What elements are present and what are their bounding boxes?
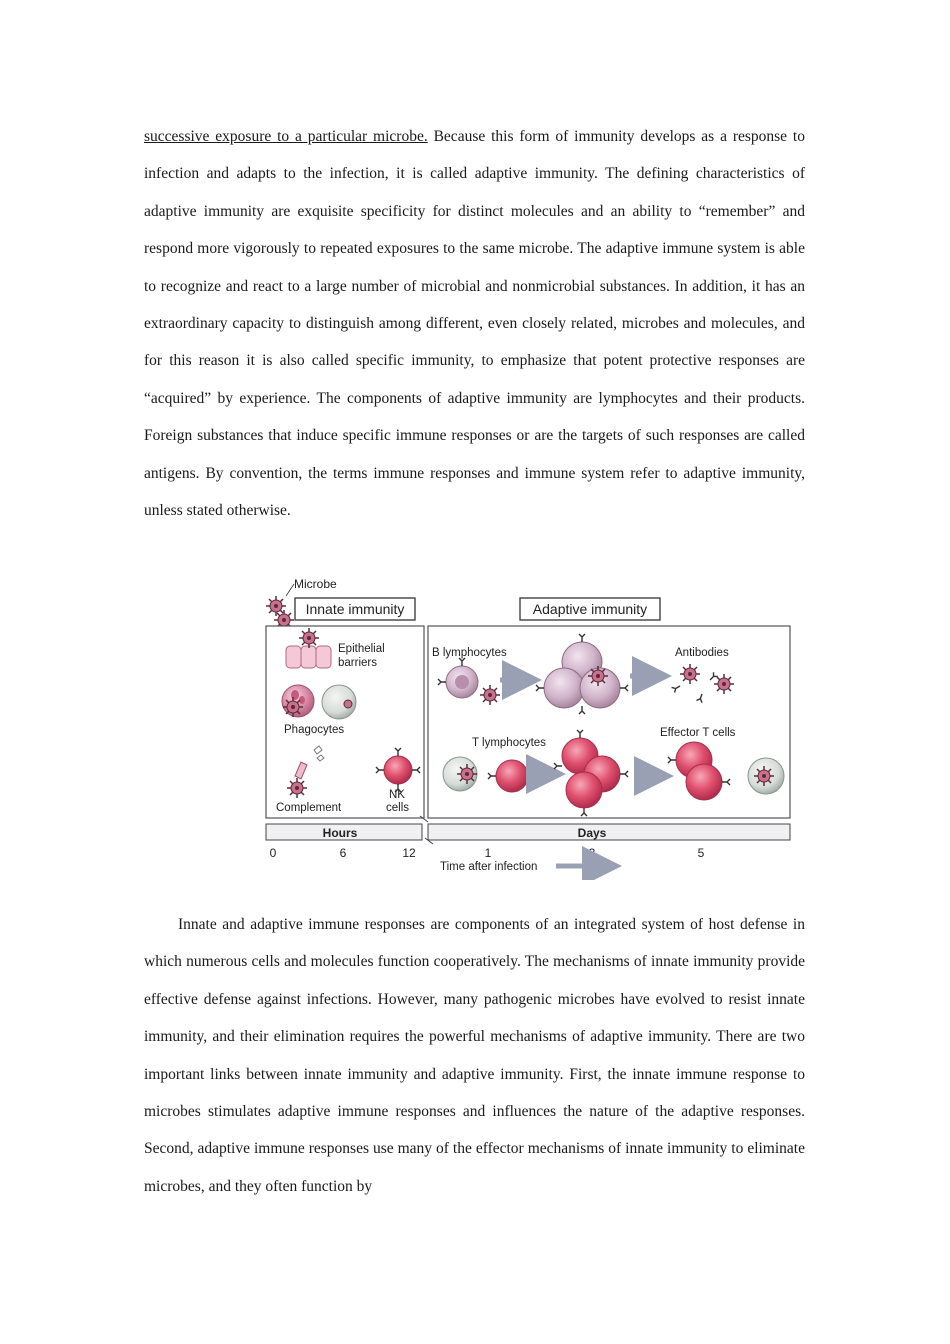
tick-1: 1 [484,846,492,860]
immunity-figure [262,576,796,880]
days-label: Days [577,826,607,840]
immunity-diagram [262,576,796,880]
t-lymphocytes-label: T lymphocytes [472,737,546,749]
phagocytes-label: Phagocytes [284,724,345,736]
days-bar [428,824,790,840]
tick-3: 3 [588,846,596,860]
microbe-cluster-icon [266,596,294,630]
microbe-label: Microbe [294,577,337,591]
effector-t-label: Effector T cells [660,727,736,739]
paragraph-adaptive-immunity [144,118,805,529]
nk-label-1: NK [389,789,405,801]
epithelial-label-2: barriers [338,657,377,669]
innate-immunity-title: Innate immunity [305,601,405,617]
paragraph-text: Because this form of immunity develops as a response to infection and adapts to the infection, it is called adaptive immunity. The defining characteristics of adaptive immunity are exquisite specificity for distinct molecules and an ability to “remember” and respond more vigorously to repeated exposures to the same microbe. The adaptive immune system is able to recognize and react to a large number of microbial and nonmicrobial substances. In addition, it has an extraordinary capacity to distinguish among different, even closely related, microbes and molecules, and for this reason it is also called specific immunity, to emphasize that potent protective responses are “acquired” by experience. The components of adaptive immunity are lymphocytes and their products. Foreign substances that induce specific immune responses or are the targets of such responses are called antigens. By convention, the terms immune responses and immune system refer to adaptive immunity, unless stated otherwise. [144,128,805,520]
tick-0: 0 [269,846,277,860]
antibodies-label: Antibodies [675,647,729,659]
tick-12: 12 [402,846,416,860]
epithelial-label-1: Epithelial [338,643,385,655]
time-after-infection-label: Time after infection [440,861,538,873]
hours-label: Hours [322,826,358,840]
b-lymphocytes-label: B lymphocytes [432,647,507,659]
nk-label-2: cells [386,802,410,814]
complement-label: Complement [276,802,342,814]
adaptive-immunity-title: Adaptive immunity [532,601,648,617]
tick-5: 5 [697,846,705,860]
paragraph-innate-adaptive-links: Innate and adaptive immune responses are components of an integrated system of host defense in which numerous cells and molecules function cooperatively. The mechanisms of innate immunity provide effective defense against infections. However, many pathogenic microbes have evolved to resist innate immunity, and their elimination requires the powerful mechanisms of adaptive immunity. There are two important links between innate immunity and adaptive immunity. First, the innate immune response to microbes stimulates adaptive immune responses and influences the nature of the adaptive responses. Second, adaptive immune responses use many of the effector mechanisms of innate immunity to eliminate microbes, and they often function by [144,916,805,1195]
microbe-leader-line [286,584,294,596]
underlined-phrase: successive exposure to a particular microbe. [144,128,428,145]
tick-6: 6 [339,846,347,860]
